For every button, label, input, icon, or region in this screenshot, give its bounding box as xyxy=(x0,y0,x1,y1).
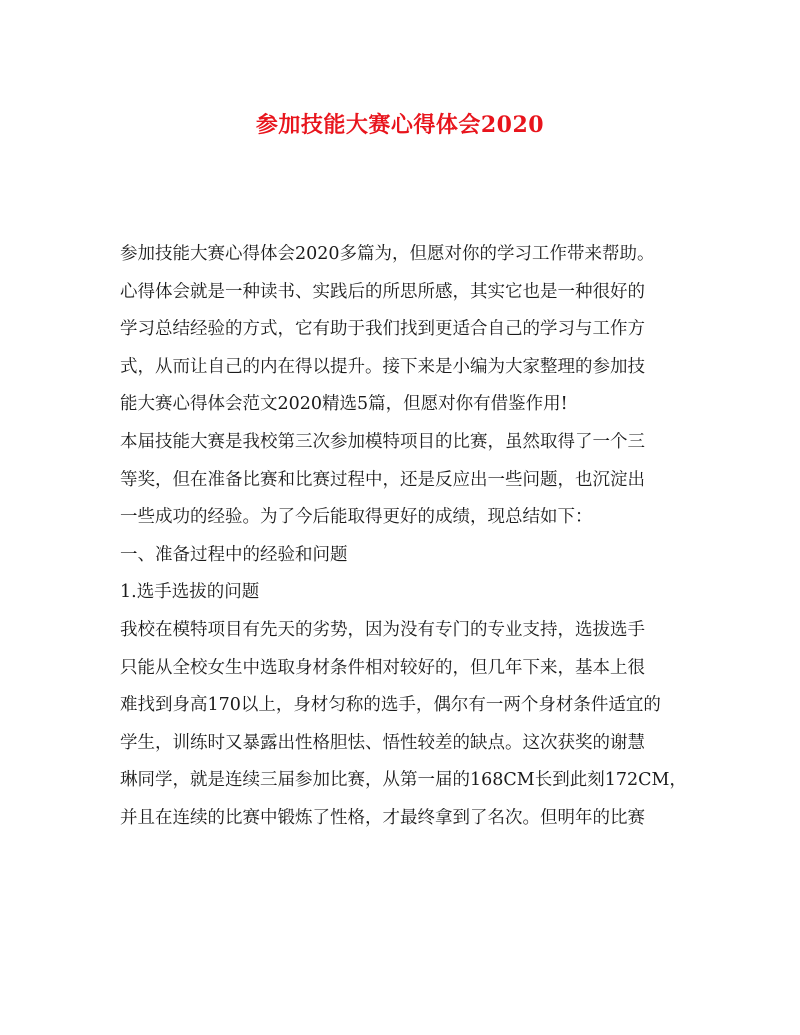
body-line: 难找到身高170以上，身材匀称的选手，偶尔有一两个身材条件适宜的 xyxy=(120,695,661,716)
body-line: 参加技能大赛心得体会2020多篇为，但愿对你的学习工作带来帮助。 xyxy=(120,244,655,264)
body-line: 式，从而让自己的内在得以提升。接下来是小编为大家整理的参加技 xyxy=(120,356,645,377)
body-line: 心得体会就是一种读书、实践后的所思所感，其实它也是一种很好的 xyxy=(120,281,645,302)
body-line: 并且在连续的比赛中锻炼了性格，才最终拿到了名次。但明年的比赛 xyxy=(120,807,645,828)
document-body xyxy=(120,236,700,838)
body-line: 我校在模特项目有先天的劣势，因为没有专门的专业支持，选拔选手 xyxy=(120,619,645,640)
body-line: 一些成功的经验。为了今后能取得更好的成绩，现总结如下： xyxy=(120,507,593,528)
body-line: 学习总结经验的方式，它有助于我们找到更适合自己的学习与工作方 xyxy=(120,319,645,340)
body-line: 琳同学，就是连续三届参加比赛，从第一届的168CM长到此刻172CM， xyxy=(120,770,687,791)
subsection-heading: 1.选手选拔的问题 xyxy=(120,582,260,603)
section-heading: 一、准备过程中的经验和问题 xyxy=(120,544,348,565)
body-line: 本届技能大赛是我校第三次参加模特项目的比赛，虽然取得了一个三 xyxy=(120,431,645,452)
body-line: 能大赛心得体会范文2020精选5篇，但愿对你有借鉴作用! xyxy=(120,394,568,415)
body-line: 学生，训练时又暴露出性格胆怯、悟性较差的缺点。这次获奖的谢慧 xyxy=(120,732,645,753)
body-line: 等奖，但在准备比赛和比赛过程中，还是反应出一些问题，也沉淀出 xyxy=(120,469,645,490)
body-line: 只能从全校女生中选取身材条件相对较好的，但几年下来，基本上很 xyxy=(120,657,645,678)
document-title: 参加技能大赛心得体会2020 xyxy=(255,112,545,138)
